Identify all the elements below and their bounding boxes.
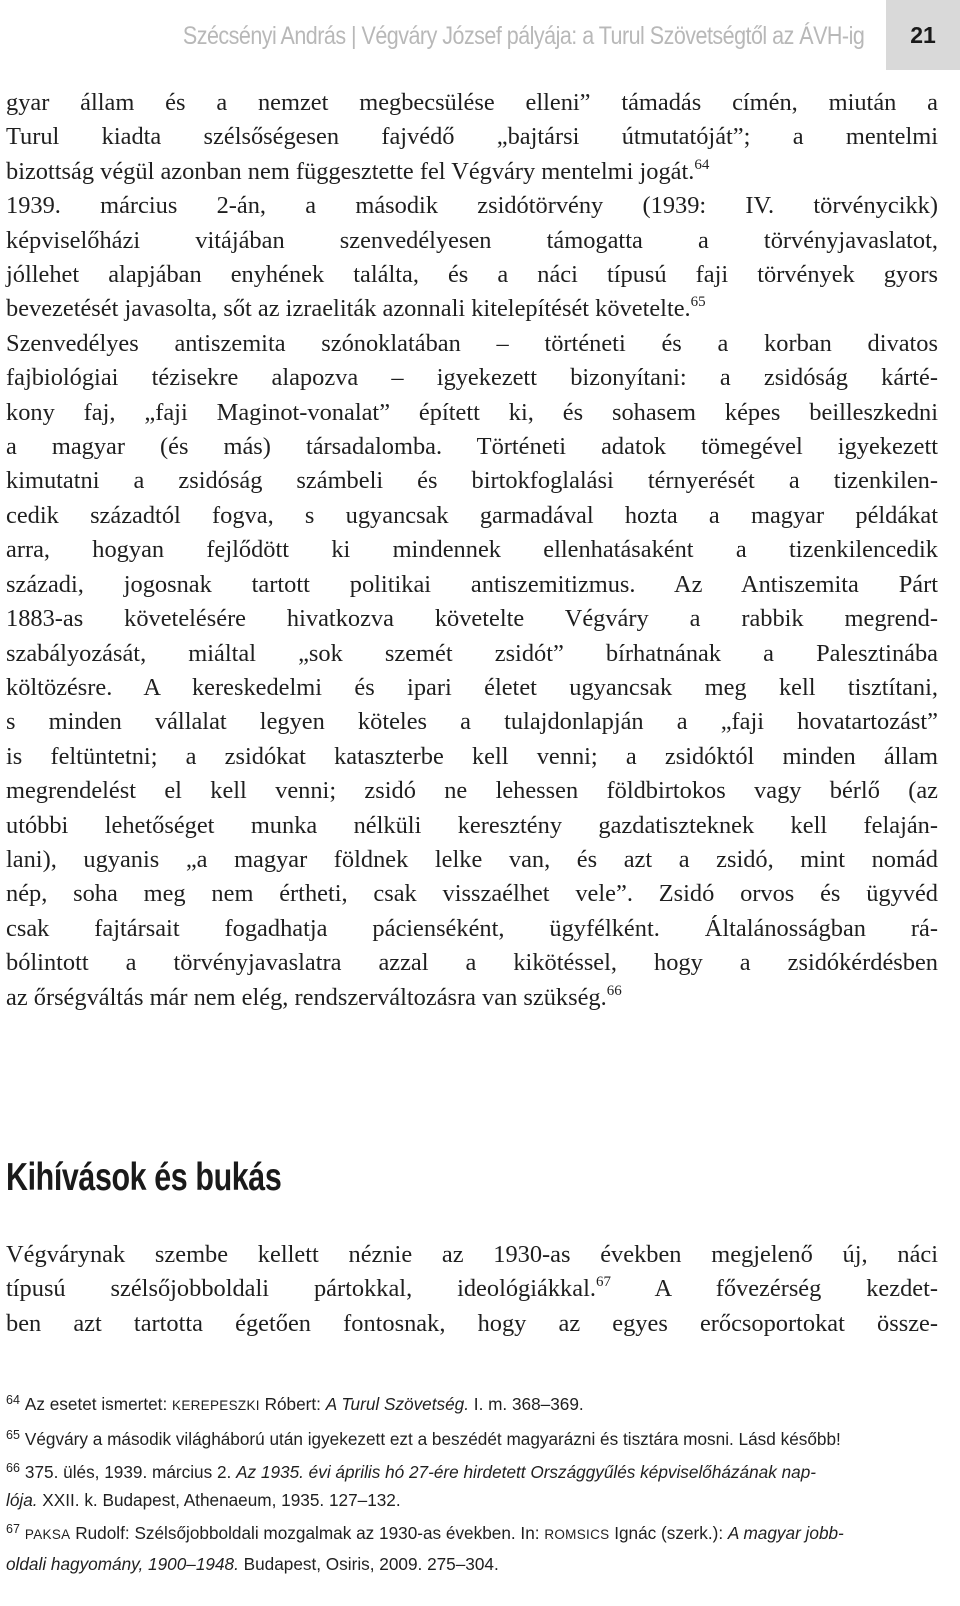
body-line: költözésre. A kereskedelmi és ipari életet ugyancsak meg kell tisztítani, bbox=[6, 673, 938, 701]
footnote-text: Budapest, Osiris, 2009. 275–304. bbox=[238, 1553, 499, 1574]
footnote-number: 64 bbox=[6, 1393, 20, 1407]
body-paragraph bbox=[6, 86, 938, 1015]
body-line: jóllehet alapjában enyhének találta, és a náci típusú faji törvények gyors bbox=[6, 261, 938, 289]
body-line: utóbbi lehetőséget munka nélküli keresztény gazdatiszteknek kell felaján- bbox=[6, 811, 938, 839]
page-number: 21 bbox=[910, 21, 936, 48]
section-paragraph bbox=[6, 1238, 938, 1341]
footnote-66 bbox=[6, 1454, 936, 1487]
body-line: is feltüntetni; a zsidókat kataszterbe kell venni; a zsidóktól minden állam bbox=[6, 742, 938, 770]
body-line bbox=[6, 292, 938, 326]
footnote-number: 66 bbox=[6, 1460, 20, 1475]
running-header-title: Szécsényi András | Végváry József pályája: a Turul Szövetségtől az ÁVH-ig bbox=[182, 22, 864, 50]
body-line: Végvárynak szembe kellett néznie az 1930-as években megjelenő új, náci bbox=[6, 1241, 938, 1268]
body-line-text: bizottság végül azonban nem függesztette fel Végváry mentelmi jogát. bbox=[6, 157, 695, 185]
body-line: s minden vállalat legyen köteles a tulajdonlapján a „faji hovatartozást” bbox=[6, 708, 938, 736]
footnote-64 bbox=[6, 1386, 936, 1421]
footnote-reference[interactable]: 65 bbox=[690, 294, 706, 311]
body-line-text: az őrségváltás már nem elég, rendszerváltozásra van szükség. bbox=[6, 983, 607, 1011]
footnotes bbox=[6, 1386, 936, 1579]
body-line: századi, jogosnak tartott politikai antiszemitizmus. Az Antiszemita Párt bbox=[6, 570, 938, 598]
footnote-reference[interactable]: 64 bbox=[694, 156, 710, 173]
body-line: képviselőházi vitájában szenvedélyesen támogatta a törvényjavaslatot, bbox=[6, 226, 938, 254]
body-line: cedik századtól fogva, s ugyancsak garmadával hozta a magyar példákat bbox=[6, 501, 938, 529]
author-surname: KEREPESZKI bbox=[172, 1398, 260, 1413]
body-line: a magyar (és más) társadalomba. Történeti adatok tömegével igyekezett bbox=[6, 433, 938, 461]
footnote-text: 375. ülés, 1939. március 2. bbox=[24, 1461, 237, 1482]
footnote-65 bbox=[6, 1421, 936, 1454]
footnote-text: Végváry a második világháború után igyekezett ezt a beszédét magyarázni és tisztára mosni. Lásd később! bbox=[24, 1428, 841, 1449]
body-line: arra, hogyan fejlődött ki mindennek ellenhatásaként a tizenkilencedik bbox=[6, 536, 938, 564]
body-line: lani), ugyanis „a magyar földnek lelke van, és azt a zsidó, mint nomád bbox=[6, 845, 938, 873]
body-line: ben azt tartotta égetően fontosnak, hogy az egyes erőcsoportokat össze- bbox=[6, 1309, 938, 1337]
body-line: nép, soha meg nem értheti, csak visszaélhet vele”. Zsidó orvos és ügyvéd bbox=[6, 880, 938, 908]
footnote-text: Ignác (szerk.): bbox=[609, 1523, 728, 1544]
author-surname: PAKSA bbox=[24, 1527, 71, 1543]
body-line: szabályozását, miáltal „sok szemét zsidót” bírhatnának a Palesztinába bbox=[6, 639, 938, 667]
body-line: csak fajtársait fogadhatja pácienséként, ügyfélként. Általánosságban rá- bbox=[6, 914, 938, 942]
footnote-text: I. m. 368–369. bbox=[469, 1394, 584, 1414]
body-line bbox=[6, 981, 938, 1015]
body-line bbox=[6, 1272, 938, 1306]
body-line-text: bevezetését javasolta, sőt az izraeliták azonnali kitelepítését követelte. bbox=[6, 295, 691, 323]
body-line: kony faj, „faji Maginot-vonalat” épített ki, és sohasem képes beilleszkedni bbox=[6, 398, 938, 426]
body-line: gyar állam és a nemzet megbecsülése elleni” támadás címén, miután a bbox=[6, 89, 938, 116]
footnote-67-continuation bbox=[6, 1550, 936, 1579]
work-title: A magyar jobb- bbox=[727, 1523, 844, 1544]
body-line: Szenvedélyes antiszemita szónoklatában – történeti és a korban divatos bbox=[6, 329, 938, 357]
footnote-reference[interactable]: 67 bbox=[595, 1274, 611, 1291]
footnote-reference[interactable]: 66 bbox=[606, 982, 622, 999]
footnote-text: Rudolf: Szélsőjobboldali mozgalmak az 1930-as években. In: bbox=[70, 1523, 545, 1544]
body-line: Turul kiadta szélsőségesen fajvédő „bajtársi útmutatóját”; a mentelmi bbox=[6, 123, 938, 151]
page-number-box bbox=[886, 0, 960, 70]
work-title: Az 1935. évi április hó 27-ére hirdetett Országgyűlés képviselőházának nap- bbox=[236, 1461, 816, 1482]
footnote-text: XXII. k. Budapest, Athenaeum, 1935. 127–132. bbox=[37, 1490, 401, 1511]
work-title: oldali hagyomány, 1900–1948. bbox=[6, 1553, 239, 1574]
footnote-66-continuation bbox=[6, 1486, 936, 1515]
body-line: 1883-as követelésére hivatkozva követelte Végváry a rabbik megrend- bbox=[6, 605, 938, 633]
author-surname: ROMSICS bbox=[544, 1527, 610, 1543]
body-line: bólintott a törvényjavaslatra azzal a kikötéssel, hogy a zsidókérdésben bbox=[6, 949, 938, 977]
body-line bbox=[6, 155, 938, 189]
footnote-67 bbox=[6, 1515, 936, 1550]
body-line: 1939. március 2-án, a második zsidótörvény (1939: IV. törvénycikk) bbox=[6, 192, 938, 220]
work-title: lója. bbox=[6, 1490, 38, 1511]
body-line-text: A fővezérség kezdet- bbox=[610, 1275, 939, 1303]
body-line: fajbiológiai tézisekre alapozva – igyekezett bizonyítani: a zsidóság kárté- bbox=[6, 364, 938, 392]
work-title: A Turul Szövetség. bbox=[325, 1394, 470, 1414]
footnote-text: Az esetet ismertet: bbox=[24, 1394, 173, 1414]
footnote-number: 65 bbox=[6, 1427, 20, 1442]
footnote-text: Róbert: bbox=[259, 1394, 326, 1414]
body-line: megrendelést el kell venni; zsidó ne lehessen földbirtokos vagy bérlő (az bbox=[6, 777, 938, 805]
section-heading: Kihívások és bukás bbox=[6, 1156, 282, 1199]
body-line: kimutatni a zsidóság számbeli és birtokfoglalási térnyerését a tizenkilen- bbox=[6, 467, 938, 495]
body-line-text: típusú szélsőjobboldali pártokkal, ideológiákkal. bbox=[6, 1275, 596, 1303]
footnote-number: 67 bbox=[6, 1522, 20, 1537]
